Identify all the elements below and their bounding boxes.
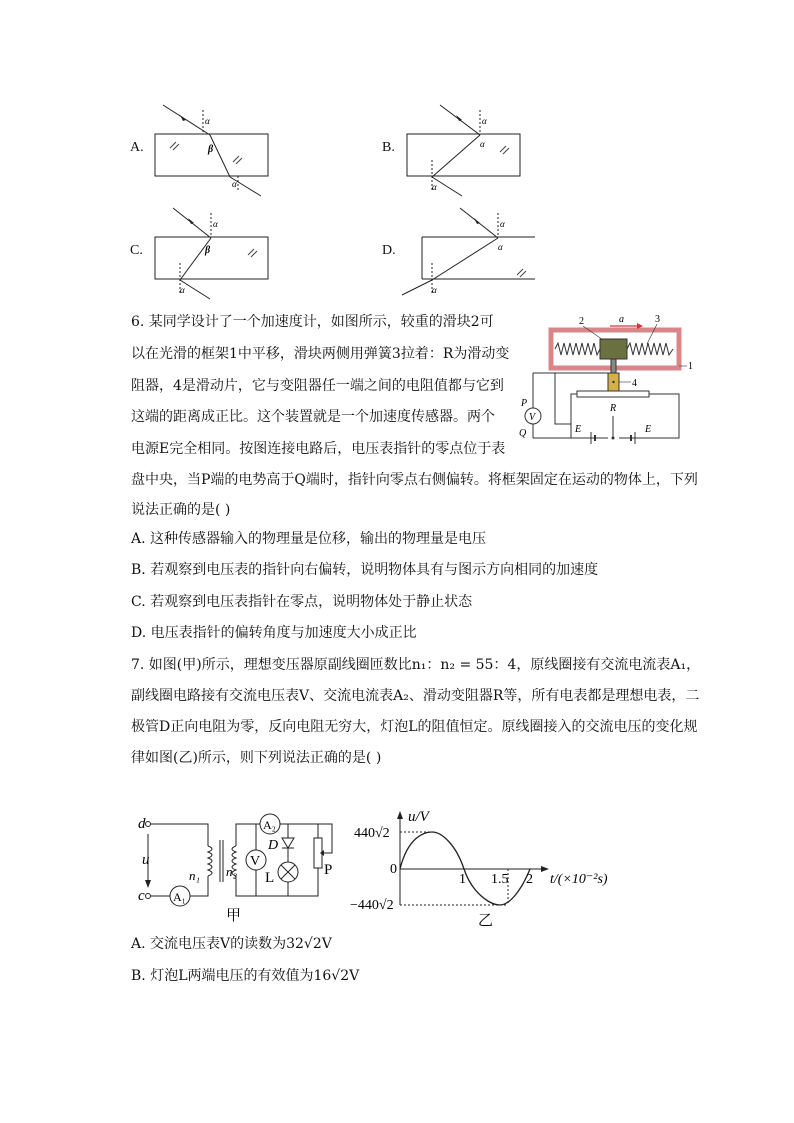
angle-beta: β — [205, 245, 211, 256]
angle-alpha: α — [205, 116, 210, 126]
accelerometer-diagram — [515, 308, 695, 448]
question-6-line: 以在光滑的框架1中平移，滑块两侧用弹簧3拉着：R为滑动变 — [131, 346, 510, 362]
lamp-label: L — [265, 870, 275, 886]
angle-alpha: α — [432, 182, 437, 192]
option-figure-b — [380, 100, 530, 200]
terminal-q-label: Q — [519, 428, 527, 439]
x-tick-2: 2 — [526, 872, 533, 887]
option-a: A. 交流电压表V的读数为32√2V — [131, 936, 332, 952]
figure-caption: 甲 — [226, 908, 242, 924]
option-label: B. — [382, 140, 395, 155]
option-figure-a — [128, 100, 278, 200]
question-6-line: 盘中央，当P端的电势高于Q端时，指针向零点右侧偏转。将框架固定在运动的物体上，下列 — [131, 472, 698, 488]
angle-alpha: α — [213, 219, 218, 229]
voltmeter-label: V — [529, 412, 536, 423]
question-6-line: 阻器，4是滑动片，它与变阻器任一端之间的电阻值都与它到 — [131, 378, 504, 394]
option-label: D. — [382, 243, 396, 258]
x-axis-label: t/(×10⁻²s) — [550, 872, 608, 887]
n1-label: n₁ — [189, 868, 201, 883]
acceleration-label: a — [619, 314, 624, 325]
voltage-u-label: u — [142, 852, 150, 868]
question-7-line: 副线圈电路接有交流电压表V、交流电流表A₂、滑动变阻器R等，所有电表都是理想电表，二 — [131, 688, 700, 704]
battery-label: E — [575, 424, 582, 435]
refraction-diagram — [128, 100, 278, 200]
question-7-line: 7. 如图(甲)所示，理想变压器原副线圈匝数比n₁：n₂ = 55：4，原线圈接有交流电流表A₁， — [131, 657, 701, 673]
battery-label: E — [645, 424, 652, 435]
terminal-c-label: c — [138, 888, 145, 904]
rheostat-p-label: P — [324, 862, 333, 878]
question-7-line: 极管D正向电阻为零，反向电阻无穷大，灯泡L的阻值恒定。原线圈接入的交流电压的变化规 — [131, 719, 698, 735]
ammeter-a1-label: A₁ — [173, 890, 186, 904]
angle-alpha: α — [500, 219, 505, 229]
angle-alpha: α — [232, 179, 237, 189]
figure-caption: 乙 — [478, 913, 494, 929]
accelerometer-figure — [515, 308, 695, 448]
voltmeter-label: V — [250, 854, 261, 869]
question-6-line: 这端的距离成正比。这个装置就是一个加速度传感器。两个 — [131, 409, 495, 425]
option-b: B. 灯泡L两端电压的有效值为16√2V — [131, 968, 360, 984]
voltage-graph-svg — [350, 805, 630, 930]
refraction-diagram — [128, 203, 278, 303]
option-b: B. 若观察到电压表的指针向右偏转，说明物体具有与图示方向相同的加速度 — [131, 562, 599, 578]
question-7-line: 律如图(乙)所示，则下列说法正确的是( ) — [131, 750, 382, 766]
terminal-p-label: P — [521, 398, 528, 409]
angle-alpha: α — [480, 139, 485, 149]
label-1: 1 — [688, 361, 693, 372]
angle-alpha: α — [482, 116, 487, 126]
question-6-line: 6. 某同学设计了一个加速度计，如图所示，较重的滑块2可 — [131, 314, 494, 330]
option-d: D. 电压表指针的偏转角度与加速度大小成正比 — [131, 625, 417, 641]
angle-alpha: α — [180, 285, 185, 295]
option-a: A. 这种传感器输入的物理量是位移，输出的物理量是电压 — [131, 531, 487, 547]
voltage-graph — [350, 805, 630, 930]
origin-label: 0 — [390, 862, 397, 877]
x-tick-1-5: 1.5 — [491, 872, 509, 887]
refraction-diagram — [380, 203, 540, 303]
label-3: 3 — [655, 314, 660, 325]
x-tick-1: 1 — [459, 872, 466, 887]
y-axis-label: u/V — [408, 809, 429, 825]
option-figure-d — [380, 203, 540, 303]
angle-alpha: α — [432, 285, 437, 295]
label-2: 2 — [579, 316, 584, 327]
y-tick-bottom: −440√2 — [350, 898, 394, 913]
y-tick-top: 440√2 — [354, 826, 390, 841]
angle-beta: β — [208, 144, 214, 155]
transformer-circuit — [128, 810, 343, 930]
transformer-circuit-diagram — [128, 810, 343, 930]
terminal-d-label: d — [138, 816, 146, 832]
diode-label: D — [268, 838, 279, 853]
question-6-line: 电源E完全相同。按图连接电路后，电压表指针的零点位于表 — [131, 441, 506, 457]
label-4: 4 — [632, 378, 637, 389]
angle-alpha: α — [498, 242, 503, 252]
option-label: A. — [130, 140, 144, 155]
ammeter-a2-label: A₂ — [263, 818, 276, 832]
resistor-label: R — [610, 403, 617, 414]
refraction-diagram — [380, 100, 530, 200]
option-label: C. — [130, 243, 143, 258]
n2-label: n₂ — [226, 864, 238, 879]
option-c: C. 若观察到电压表指针在零点，说明物体处于静止状态 — [131, 594, 473, 610]
question-6-line: 说法正确的是( ) — [131, 502, 231, 518]
option-figure-c — [128, 203, 278, 303]
